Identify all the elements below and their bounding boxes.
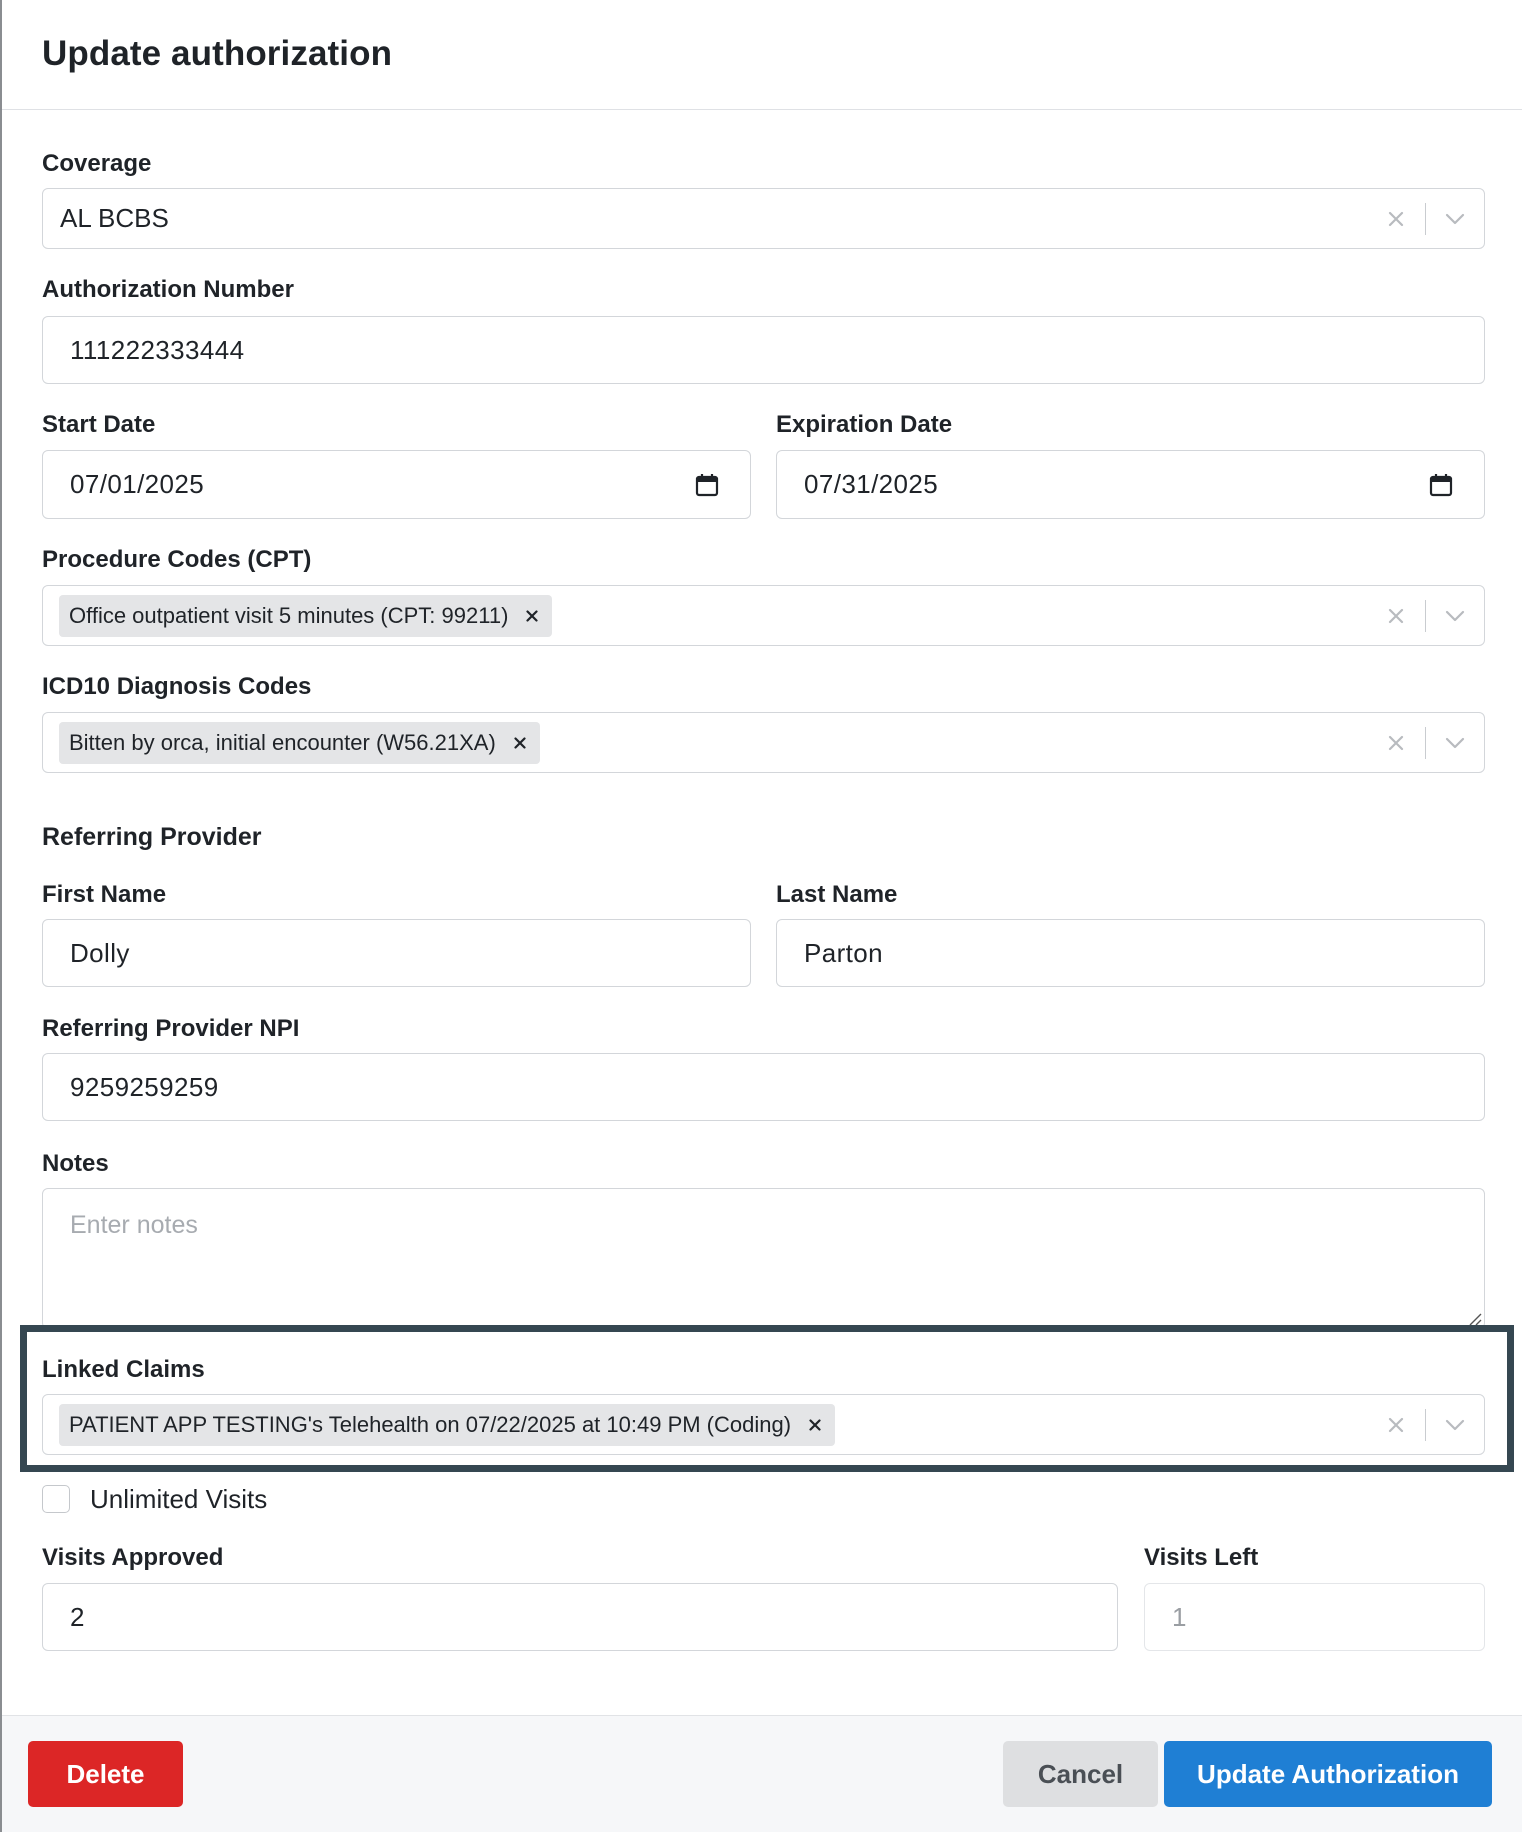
clear-icon[interactable] xyxy=(1367,1395,1425,1454)
npi-label: Referring Provider NPI xyxy=(42,1015,300,1042)
unlimited-visits-checkbox[interactable] xyxy=(42,1485,70,1513)
referring-provider-title: Referring Provider xyxy=(42,823,262,851)
modal-title: Update authorization xyxy=(42,34,393,73)
coverage-value: AL BCBS xyxy=(60,203,169,233)
remove-chip-icon[interactable] xyxy=(522,606,542,626)
visits-left-value: 1 xyxy=(1172,1601,1187,1632)
authorization-number-input[interactable] xyxy=(42,316,1485,384)
visits-approved-value: 2 xyxy=(70,1601,85,1632)
remove-chip-icon[interactable] xyxy=(510,733,530,753)
start-date-input[interactable] xyxy=(42,450,751,519)
modal-footer xyxy=(2,1715,1522,1832)
icd10-codes-select[interactable] xyxy=(42,712,1485,773)
expiration-date-label: Expiration Date xyxy=(776,411,953,438)
last-name-label: Last Name xyxy=(776,881,898,908)
modal-header xyxy=(2,0,1522,110)
last-name-value: Parton xyxy=(804,937,884,968)
last-name-input[interactable] xyxy=(776,919,1485,987)
chevron-down-icon[interactable] xyxy=(1426,1395,1484,1454)
clear-icon[interactable] xyxy=(1367,713,1425,772)
linked-claim-chip xyxy=(59,1404,835,1446)
remove-chip-icon[interactable] xyxy=(805,1415,825,1435)
first-name-label: First Name xyxy=(42,881,167,908)
notes-label: Notes xyxy=(42,1150,109,1177)
cancel-button[interactable]: Cancel xyxy=(1003,1741,1158,1807)
update-authorization-button[interactable]: Update Authorization xyxy=(1164,1741,1492,1807)
coverage-label: Coverage xyxy=(42,150,152,177)
calendar-icon[interactable] xyxy=(1428,472,1454,498)
first-name-input[interactable] xyxy=(42,919,751,987)
procedure-codes-label: Procedure Codes (CPT) xyxy=(42,546,312,573)
icd10-code-chip-text: Bitten by orca, initial encounter (W56.21XA) xyxy=(69,729,496,755)
resize-handle-icon[interactable] xyxy=(1466,1310,1482,1326)
coverage-select[interactable] xyxy=(42,188,1485,249)
clear-icon[interactable] xyxy=(1367,189,1425,248)
icd10-codes-controls xyxy=(1367,713,1485,772)
start-date-value: 07/01/2025 xyxy=(70,469,205,499)
start-date-label: Start Date xyxy=(42,411,156,438)
chevron-down-icon[interactable] xyxy=(1426,189,1484,248)
expiration-date-input[interactable] xyxy=(776,450,1485,519)
icd10-codes-label: ICD10 Diagnosis Codes xyxy=(42,673,312,700)
coverage-controls xyxy=(1367,189,1485,248)
authorization-number-label: Authorization Number xyxy=(42,276,294,303)
linked-claims-select[interactable] xyxy=(42,1394,1485,1455)
chevron-down-icon[interactable] xyxy=(1426,713,1484,772)
visits-left-label: Visits Left xyxy=(1144,1544,1259,1571)
icd10-code-chip xyxy=(59,722,540,764)
clear-icon[interactable] xyxy=(1367,586,1425,645)
linked-claims-controls xyxy=(1367,1395,1485,1454)
visits-approved-input[interactable] xyxy=(42,1583,1118,1651)
expiration-date-value: 07/31/2025 xyxy=(804,469,939,499)
visits-left-input xyxy=(1144,1583,1485,1651)
chevron-down-icon[interactable] xyxy=(1426,586,1484,645)
linked-claims-label: Linked Claims xyxy=(42,1356,205,1383)
npi-input[interactable] xyxy=(42,1053,1485,1121)
procedure-codes-controls xyxy=(1367,586,1485,645)
linked-claim-chip-text: PATIENT APP TESTING's Telehealth on 07/22/2025 at 10:49 PM (Coding) xyxy=(69,1411,792,1437)
unlimited-visits-label[interactable]: Unlimited Visits xyxy=(90,1484,268,1514)
npi-value: 9259259259 xyxy=(70,1071,219,1102)
delete-button[interactable]: Delete xyxy=(28,1741,183,1807)
procedure-code-chip xyxy=(59,595,552,637)
modal-body xyxy=(2,110,1522,1715)
authorization-number-value: 111222333444 xyxy=(70,334,245,365)
procedure-codes-select[interactable] xyxy=(42,585,1485,646)
first-name-value: Dolly xyxy=(70,937,130,968)
procedure-code-chip-text: Office outpatient visit 5 minutes (CPT: 99211) xyxy=(69,602,509,628)
notes-placeholder: Enter notes xyxy=(70,1211,198,1239)
calendar-icon[interactable] xyxy=(694,472,720,498)
notes-textarea[interactable] xyxy=(42,1188,1485,1329)
visits-approved-label: Visits Approved xyxy=(42,1544,224,1571)
